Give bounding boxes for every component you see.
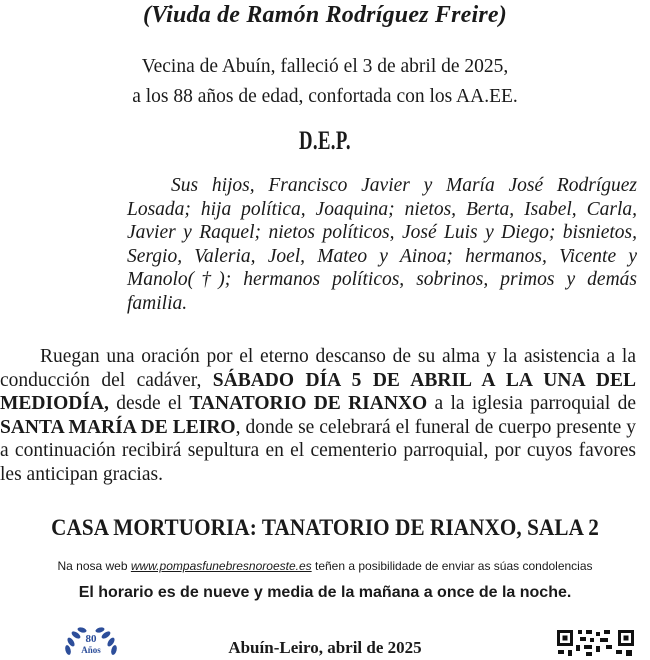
mortuary-house: CASA MORTUORIA: TANATORIO DE RIANXO, SALA 2: [51, 515, 599, 540]
web-link[interactable]: www.pompasfunebresnoroeste.es: [130, 559, 312, 573]
badge-word: Años: [81, 645, 101, 655]
request-text-2: desde el: [108, 393, 190, 414]
web-note: [0, 559, 650, 573]
badge-number: 80: [85, 633, 97, 645]
request-date-time: SÁBADO DÍA 5 DE ABRIL A LA UNA DEL MEDIODÍA,: [0, 369, 636, 414]
request-text-3: a la iglesia parroquial de: [427, 393, 636, 414]
request-text-1: Ruegan una oración por el eterno descanso de su alma y la asistencia a la conducción del cadáver,: [0, 346, 636, 391]
place-date: Abuín-Leiro, abril de 2025: [228, 638, 422, 657]
dep-heading: D.E.P.: [299, 126, 351, 155]
deceased-subtitle: (Viuda de Ramón Rodríguez Freire): [143, 2, 507, 28]
web-suffix: teñen a posibilidade de enviar as súas condolencias: [311, 559, 593, 573]
residence-line-2: a los 88 años de edad, confortada con los AA.EE.: [132, 86, 518, 107]
family-paragraph: Sus hijos, Francisco Javier y María José Rodríguez Losada; hija política, Joaquina; nietos, Berta, Isabel, Carla, Javier y Raquel; nietos políticos, José Luis y Diego; bisnietos, Sergio, Valeria, Joel, Mateo y Ainoa; hermanos, Vicente y Manolo(†); hermanos políticos, sobrinos, primos y demás familia.: [127, 175, 637, 314]
web-prefix: Na nosa web: [57, 559, 131, 573]
request-text-4: , donde se celebrará el funeral de cuerpo presente y a continuación recibirá sepultura en el cementerio parroquial, por cuyos favores les anticipan gracias.: [0, 416, 636, 485]
residence-line-1: Vecina de Abuín, falleció el 3 de abril de 2025,: [141, 56, 509, 77]
residence-text: [0, 52, 650, 112]
request-paragraph: [0, 345, 636, 486]
request-funeral-home: TANATORIO DE RIANXO: [189, 393, 428, 414]
qr-code-icon: [556, 628, 636, 658]
request-church: SANTA MARÍA DE LEIRO: [0, 416, 236, 438]
hours-note: El horario es de nueve y media de la mañana a once de la noche.: [78, 584, 572, 601]
